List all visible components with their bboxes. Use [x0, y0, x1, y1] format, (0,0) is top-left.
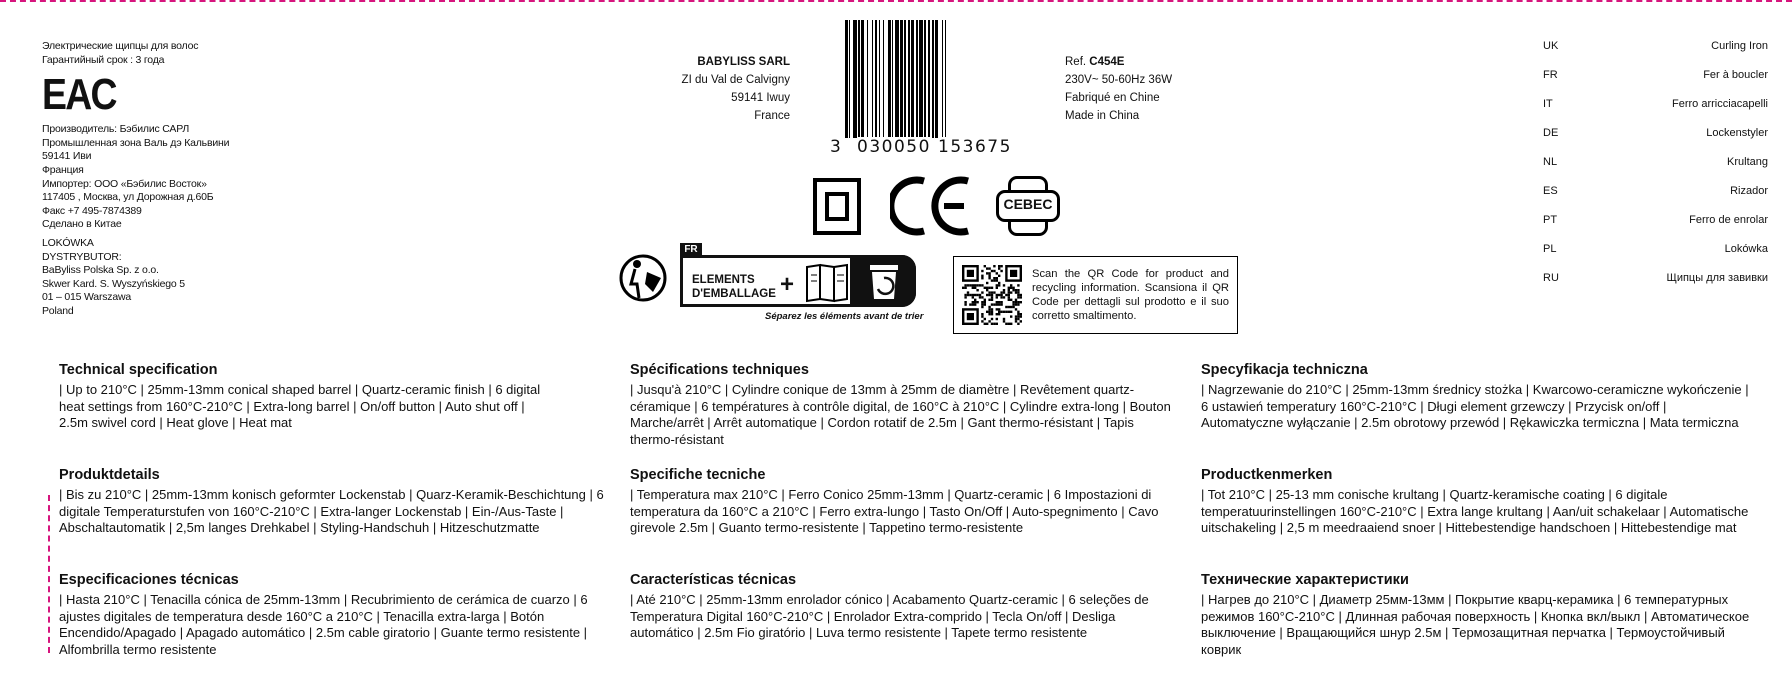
eac-mark: EAC — [42, 70, 116, 120]
barcode-space — [946, 20, 949, 138]
pl-line: 01 – 015 Warszawa — [42, 291, 132, 304]
product-info — [1065, 53, 1265, 125]
ru-line: 117405 , Москва, ул Дорожная д.60Б — [42, 191, 214, 204]
spec-section — [630, 362, 1190, 448]
recycle-bin-icon — [868, 261, 900, 301]
spec-body: | Temperatura max 210°C | Ferro Conico 25mm-13mm | Quartz-ceramic | 6 Impostazioni di temperatura da 160°C a 210°C | Ferro extra-lungo | Tasto On/Off | Auto-spegnimento | Cavo girevole 2.5m | Guanto termo-resistente | Tappetino termo-resistente — [630, 487, 1159, 535]
spec-body: | Jusqu'à 210°C | Cylindre conique de 13mm à 25mm de diamètre | Revêtement quartz-céramique | 6 températures à contrôle digital, de 160°C à 210°C | Cylindre extra-long | Bouton Marche/arrêt | Arrêt automatique | Cordon rotatif de 2.5m | Gant thermo-résistant | Tapis thermo-résistant — [630, 382, 1171, 447]
double-insulation-icon — [813, 178, 861, 235]
language-code: FR — [1543, 69, 1558, 81]
spec-body: | Até 210°C | 25mm-13mm enrolador cónico | Acabamento Quartz-ceramic | 6 seleções de Temperatura Digital 160°C-210°C | Enrolador Extra-comprido | Tecla On/off | Desliga automático | 2.5m Fio giratório | Luva termo resistente | Tapete termo resistente — [630, 592, 1149, 640]
language-row — [1543, 272, 1768, 284]
spec-title: Технические характеристики — [1201, 572, 1409, 588]
language-row — [1543, 69, 1768, 81]
language-code: NL — [1543, 156, 1558, 168]
language-product-name: Lockenstyler — [1706, 127, 1768, 139]
language-row — [1543, 214, 1768, 226]
language-code: UK — [1543, 40, 1559, 52]
ru-manufacturer-block — [42, 123, 272, 232]
language-product-name: Curling Iron — [1711, 40, 1768, 52]
qr-instructions: Scan the QR Code for product and recycling information. Scansiona il QR Code per dettagli sul prodotto e il suo corretto smaltimento. — [1032, 268, 1229, 322]
spec-section — [1201, 467, 1761, 537]
language-code: IT — [1543, 98, 1553, 110]
language-code: ES — [1543, 185, 1558, 197]
language-product-name: Rizador — [1730, 185, 1768, 197]
ru-line: 59141 Иви — [42, 150, 92, 163]
spec-body: | Bis zu 210°C | 25mm-13mm konisch geformter Lockenstab | Quarz-Keramik-Beschichtung | 6 digitale Temperaturstufen von 160°C-210°C | Extra-langer Lockenstab | Ein-/Aus-Taste | Abschaltautomatik | 2,5m langes Drehkabel | Styling-Handschuh | Hitzeschutzmatte — [59, 487, 604, 535]
manufacturer-address — [620, 53, 790, 125]
language-row — [1543, 127, 1768, 139]
cebec-mark — [996, 176, 1060, 236]
pl-line: BaByliss Polska Sp. z o.o. — [42, 264, 159, 277]
address-line: 59141 Iwuy — [731, 92, 790, 104]
barcode-first-digit: 3 — [830, 137, 843, 157]
spec-section — [59, 467, 619, 537]
spec-section — [1201, 572, 1761, 658]
recycling-text — [692, 273, 776, 301]
spec-section — [59, 572, 619, 658]
barcode — [830, 20, 1025, 158]
spec-title: Productkenmerken — [1201, 467, 1333, 483]
language-product-name: Ferro de enrolar — [1689, 214, 1768, 226]
spec-section — [1201, 362, 1761, 432]
spec-section — [630, 467, 1190, 537]
language-row — [1543, 243, 1768, 255]
spec-body: | Hasta 210°C | Tenacilla cónica de 25mm-13mm | Recubrimiento de cerámica de cuarzo | 6 ajustes digitales de temperatura desde 160°C a 210°C | Tenacilla extra-larga | Botón Encendido/Apagado | Apagado automático | 2.5m cable giratorio | Guante termo resistente | Alfombrilla termo resistente — [59, 592, 588, 657]
language-code: PT — [1543, 214, 1558, 226]
recycling-bin-panel — [850, 255, 916, 307]
language-row — [1543, 156, 1768, 168]
made-in-line: Made in China — [1065, 110, 1140, 122]
ru-line: Сделано в Китае — [42, 218, 122, 231]
ru-line: Промышленная зона Валь дэ Кальвини — [42, 136, 230, 149]
recycling-line-1: ELEMENTS — [692, 274, 755, 286]
fabrique-line: Fabriqué en Chine — [1065, 92, 1160, 104]
language-product-name: Щипцы для завивки — [1666, 272, 1768, 284]
qr-info-box — [953, 256, 1238, 334]
pl-line: Poland — [42, 304, 74, 317]
spec-title: Produktdetails — [59, 467, 160, 483]
spec-body: | Tot 210°C | 25-13 mm conische krultang | Quartz-keramische coating | 6 digitale temperatuurinstellingen 160°C-210°C | Extra lange krultang | Aan/uit schakelaar | Automatische uitschakeling | 2,5 m meedraaiend snoer | Hittebestendige handschoen | Hittebestendige mat — [1201, 487, 1749, 535]
ru-line: Производитель: Бэбилис САРЛ — [42, 123, 190, 136]
spec-body: | Nagrzewanie do 210°C | 25mm-13mm średnicy stożka | Kwarcowo-ceramiczne wykończenie | 6 ustawień temperatury 160°C-210°C | Długi element grzewczy | Przycisk on/off | Automatyczne wyłączanie | 2.5m obrotowy przewód | Rękawiczka termiczna | Mata termiczna — [1201, 382, 1749, 430]
language-row — [1543, 40, 1768, 52]
spec-title: Specifiche tecniche — [630, 467, 766, 483]
language-code: RU — [1543, 272, 1559, 284]
spec-section — [59, 362, 619, 432]
cut-guide-line — [48, 495, 50, 653]
ru-line: Факс +7 495-7874389 — [42, 204, 142, 217]
spec-body: | Up to 210°C | 25mm-13mm conical shaped barrel | Quartz-ceramic finish | 6 digital heat settings from 160°C-210°C | Extra-long barrel | On/off button | Auto shut off | 2.5m swivel cord | Heat glove | Heat mat — [59, 382, 541, 430]
ru-warranty-line: Гарантийный срок : 3 года — [42, 53, 165, 66]
language-code: PL — [1543, 243, 1557, 255]
language-row — [1543, 98, 1768, 110]
ru-product-line: Электрические щипцы для волос — [42, 40, 199, 52]
pl-line: LOKÓWKA — [42, 236, 94, 249]
pl-distributor-block — [42, 237, 272, 319]
language-code: DE — [1543, 127, 1559, 139]
barcode-group-2: 153675 — [938, 137, 1012, 157]
ru-info-block — [42, 40, 272, 319]
language-product-name: Ferro arricciacapelli — [1672, 98, 1768, 110]
spec-title: Especificaciones técnicas — [59, 572, 239, 588]
spec-title: Specyfikacja techniczna — [1201, 362, 1368, 378]
spec-title: Spécifications techniques — [630, 362, 809, 378]
recycling-caption: Séparez les éléments avant de trier — [765, 311, 924, 322]
spec-title: Technical specification — [59, 362, 218, 378]
ref-code: C454E — [1089, 56, 1125, 68]
ru-line: Импортер: ООО «Бэбилис Восток» — [42, 177, 207, 190]
pl-line: Skwer Kard. S. Wyszyńskiego 5 — [42, 277, 185, 290]
language-product-name: Krultang — [1727, 156, 1768, 168]
company-name: BABYLISS SARL — [697, 56, 790, 68]
spec-title: Características técnicas — [630, 572, 797, 588]
top-dashed-border — [0, 0, 1792, 2]
ce-mark-icon — [890, 175, 974, 237]
qr-code-icon[interactable] — [962, 265, 1022, 325]
spec-section — [630, 572, 1190, 642]
cebec-label: CEBEC — [1003, 196, 1053, 212]
language-product-name: Lokówka — [1724, 243, 1768, 255]
language-row — [1543, 185, 1768, 197]
spec-body: | Нагрев до 210°C | Диаметр 25мм-13мм | Покрытие кварц-керамика | 6 температурных режимов 160°C-210°C | Длинная рабочая поверхность | Кнопка вкл/выкл | Автоматическое выключение | Вращающийся шнур 2.5м | Термозащитная перчатка | Термоустойчивый коврик — [1201, 592, 1750, 657]
language-product-name: Fer à boucler — [1703, 69, 1768, 81]
address-line: France — [754, 110, 790, 122]
triman-icon — [617, 252, 675, 304]
barcode-group-1: 030050 — [857, 137, 931, 157]
address-line: ZI du Val de Calvigny — [681, 74, 790, 86]
barcode-bars — [845, 20, 1025, 138]
plus-sign: + — [780, 271, 795, 298]
leaflet-icon — [804, 263, 850, 303]
power-rating: 230V~ 50-60Hz 36W — [1065, 74, 1173, 86]
pl-line: DYSTRYBUTOR: — [42, 250, 122, 263]
ref-prefix: Ref. — [1065, 56, 1087, 68]
product-ref — [1065, 53, 1265, 71]
ru-line: Франция — [42, 163, 84, 176]
recycling-line-2: D'EMBALLAGE — [692, 288, 776, 300]
recycling-info-logo — [680, 243, 924, 322]
fr-flag-label: FR — [680, 243, 702, 257]
